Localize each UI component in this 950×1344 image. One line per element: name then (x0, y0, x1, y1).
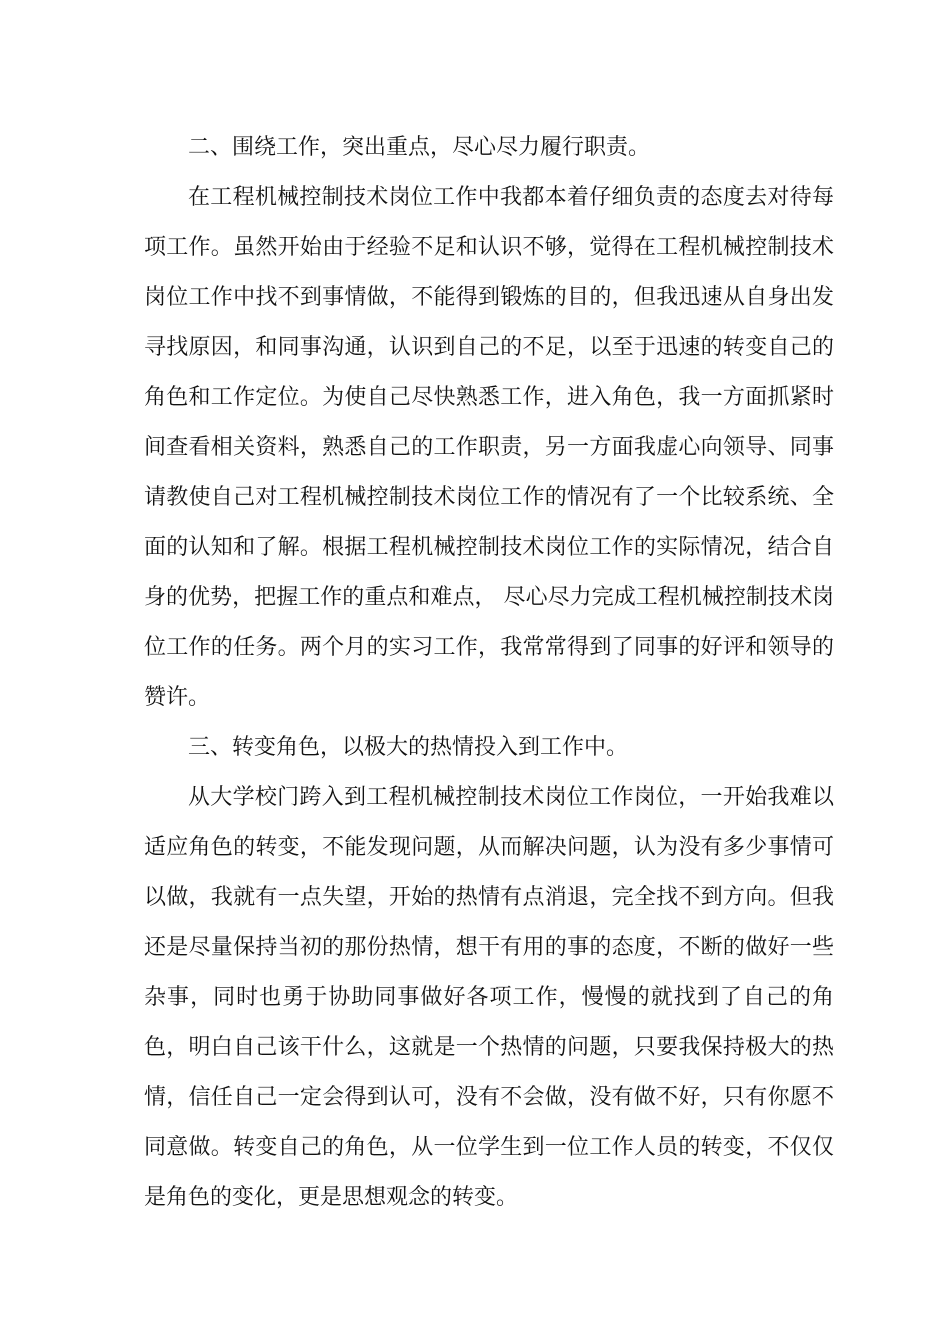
body-paragraph-2: 从大学校门跨入到工程机械控制技术岗位工作岗位，一开始我难以适应角色的转变，不能发现问题，从而解决问题，认为没有多少事情可以做，我就有一点失望，开始的热情有点消退，完全找不到方向。但我还是尽量保持当初的那份热情，想干有用的事的态度，不断的做好一些杂事，同时也勇于协助同事做好各项工作，慢慢的就找到了自己的角色，明白自己该干什么，这就是一个热情的问题，只要我保持极大的热情，信任自己一定会得到认可，没有不会做，没有做不好，只有你愿不同意做。转变自己的角色，从一位学生到一位工作人员的转变，不仅仅是角色的变化，更是思想观念的转变。 (144, 785, 834, 1210)
section-heading-3: 三、转变角色，以极大的热情投入到工作中。 (188, 735, 629, 760)
section-heading-2: 二、围绕工作，突出重点，尽心尽力履行职责。 (188, 135, 651, 160)
body-paragraph-1: 在工程机械控制技术岗位工作中我都本着仔细负责的态度去对待每项工作。虽然开始由于经验不足和认识不够，觉得在工程机械控制技术岗位工作中找不到事情做，不能得到锻炼的目的，但我迅速从自身出发寻找原因，和同事沟通，认识到自己的不足，以至于迅速的转变自己的角色和工作定位。为使自己尽快熟悉工作，进入角色，我一方面抓紧时间查看相关资料，熟悉自己的工作职责，另一方面我虚心向领导、同事请教使自己对工程机械控制技术岗位工作的情况有了一个比较系统、全面的认知和了解。根据工程机械控制技术岗位工作的实际情况，结合自身的优势，把握工作的重点和难点， 尽心尽力完成工程机械控制技术岗位工作的任务。两个月的实习工作，我常常得到了同事的好评和领导的赞许。 (144, 185, 834, 710)
document-body (144, 123, 834, 1223)
